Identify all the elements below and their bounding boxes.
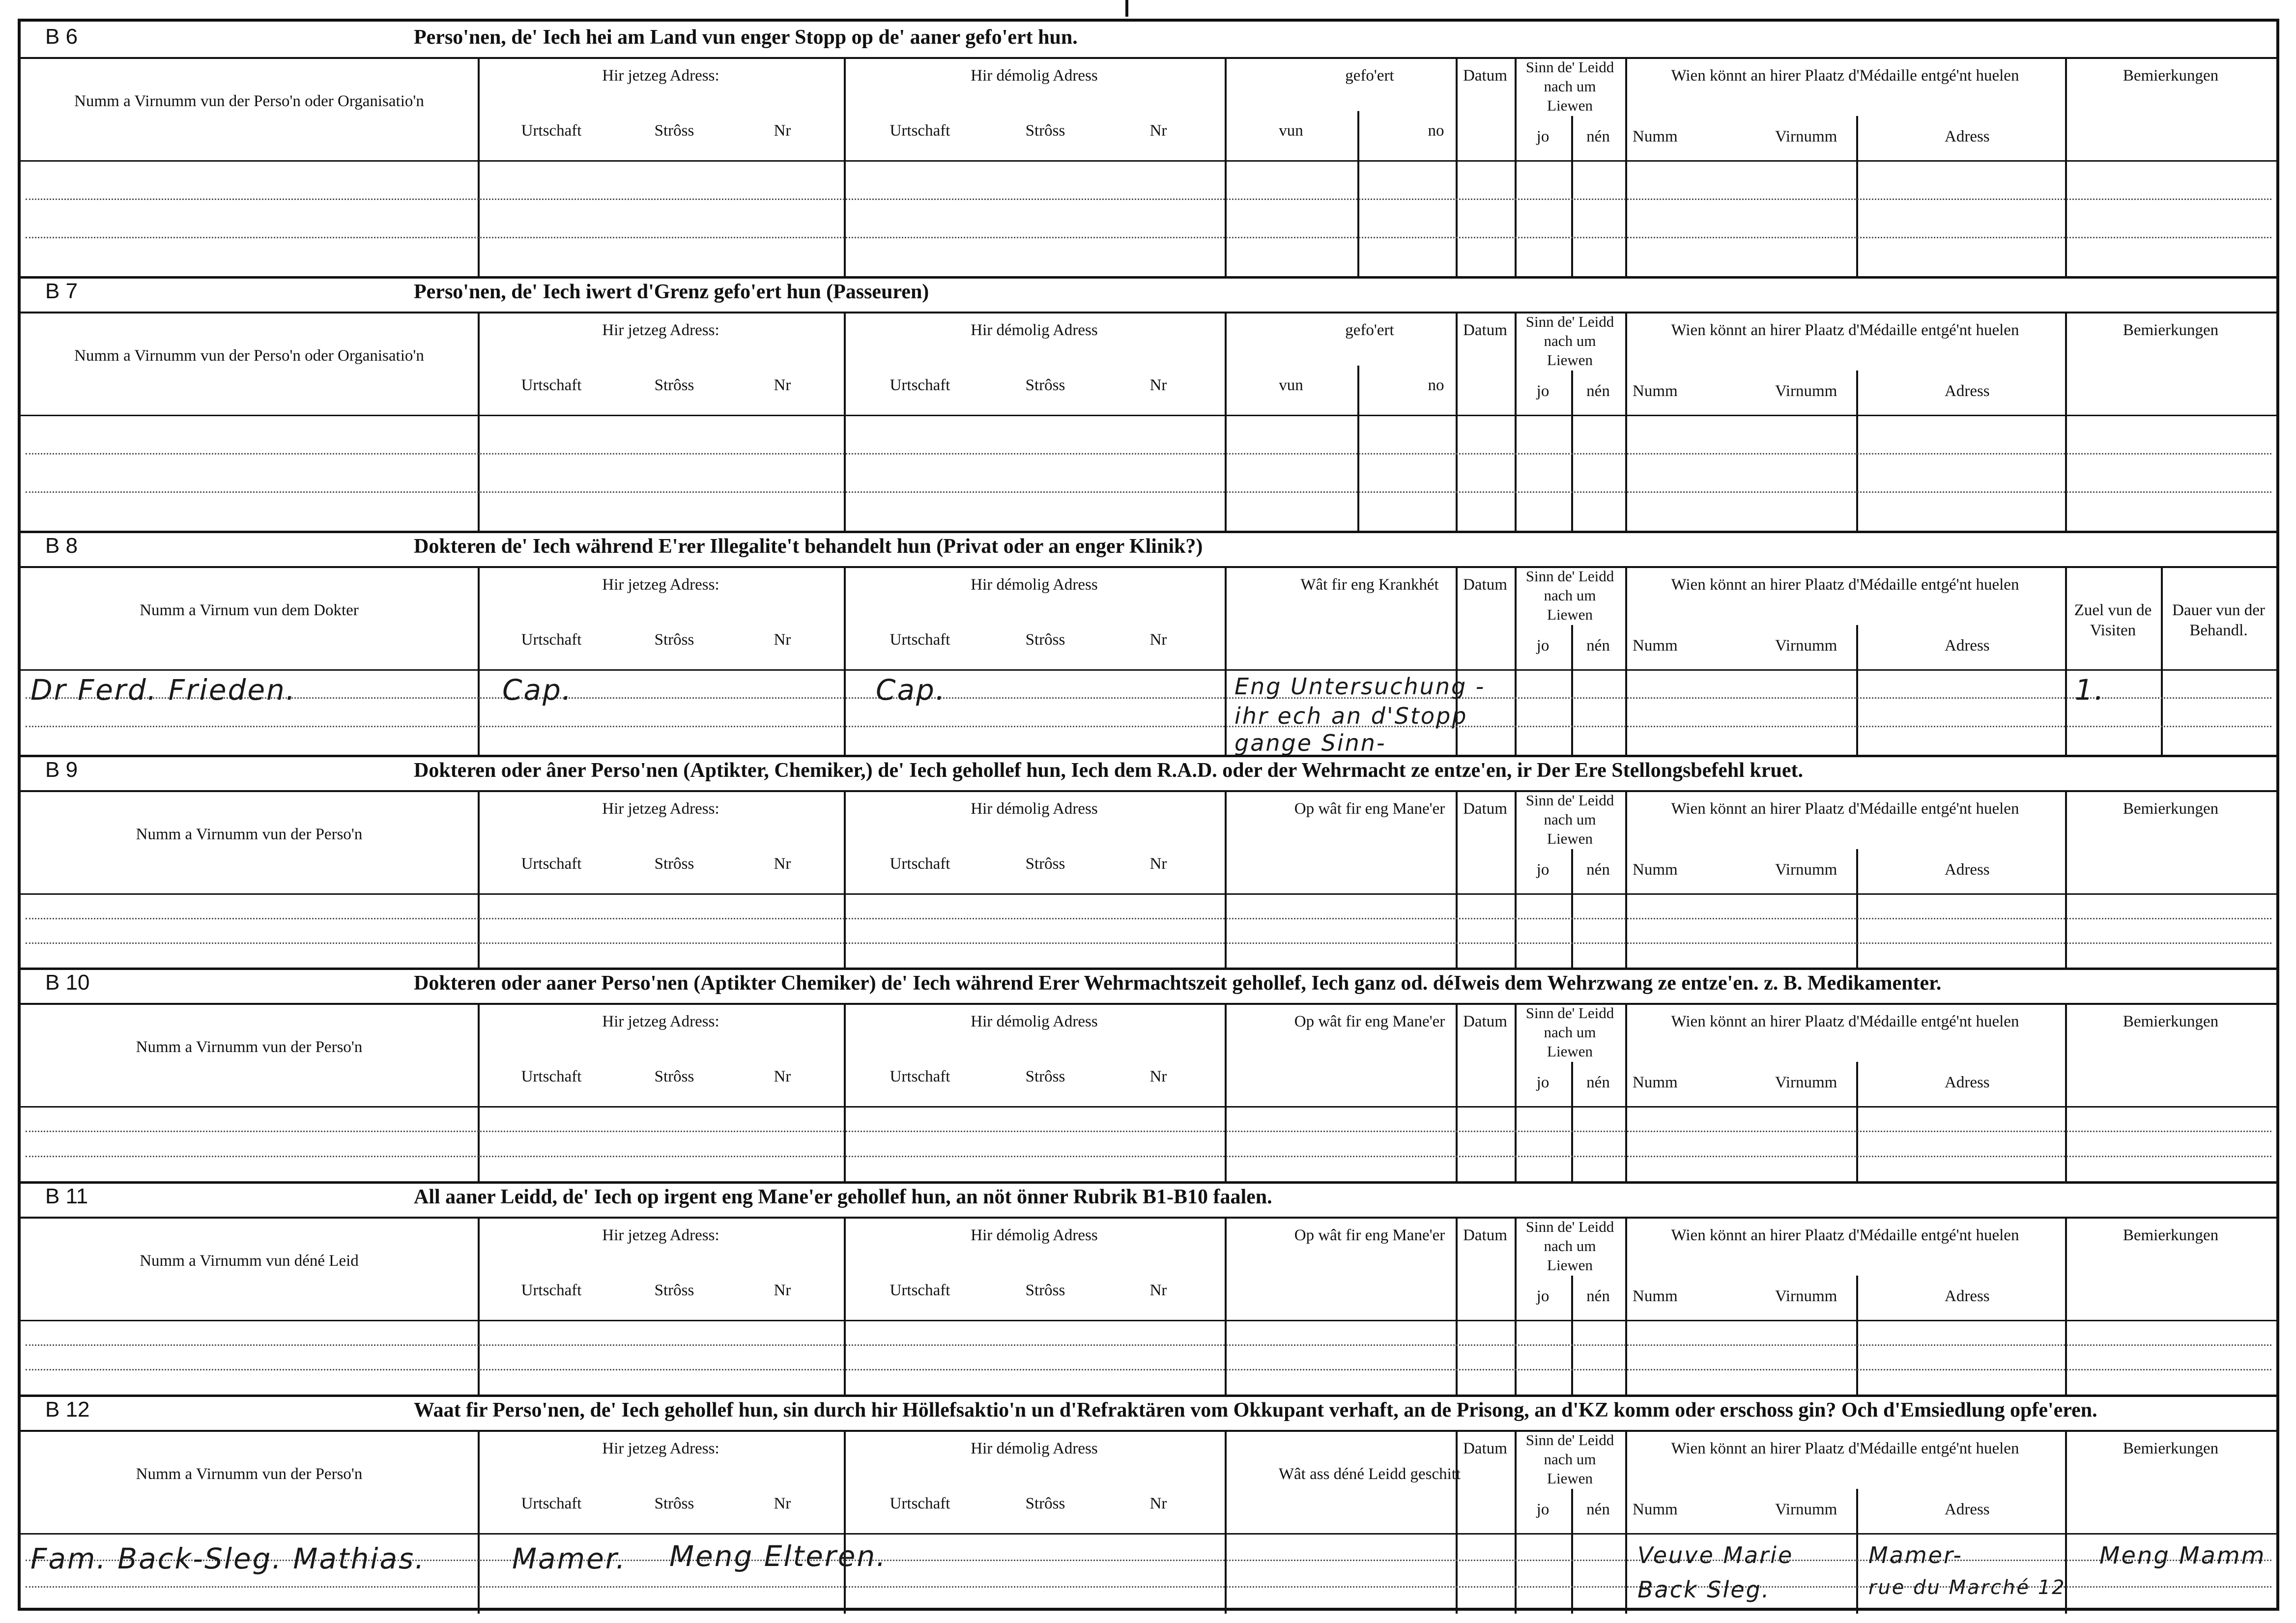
handwritten-illness-line-1: Eng Untersuchung - [1234, 673, 1486, 700]
header-body-divider [21, 669, 2276, 671]
name-column-header: Numm a Virnumm vun déné Leid [140, 1252, 359, 1270]
section-title: Perso'nen, de' Iech iwert d'Grenz gefo'ert hun (Passeuren) [414, 281, 929, 303]
section-title-row [21, 531, 2276, 568]
street-subheader: Strôss [654, 1068, 694, 1085]
locality-subheader: Urtschaft [521, 376, 582, 394]
medal-address-divider [1856, 1489, 1858, 1614]
date-header: Datum [1463, 1226, 1507, 1244]
medal-address-divider [1856, 116, 1858, 276]
name-column-header: Numm a Virnum vun dem Dokter [140, 601, 359, 619]
street-subheader: Strôss [1025, 1281, 1065, 1299]
handwritten-recipient-address: rue du Marché 12 [1868, 1576, 2066, 1599]
surname-subheader: Numm [1633, 1287, 1678, 1305]
alive-header: Sinn de' Leidd nach um Liewen [1525, 58, 1614, 114]
header-body-divider [21, 160, 2276, 162]
column-rule [844, 57, 846, 276]
section-b9 [21, 755, 2276, 970]
locality-subheader: Urtschaft [890, 122, 950, 140]
street-subheader: Strôss [654, 1495, 694, 1512]
yes-subheader: jo [1536, 382, 1550, 400]
section-title: Perso'nen, de' Iech hei am Land vun enger Stopp op de' aaner gefo'ert hun. [414, 26, 1078, 49]
address-subheader: Adress [1945, 1501, 1990, 1518]
street-subheader: Strôss [654, 122, 694, 140]
yes-subheader: jo [1536, 1074, 1550, 1091]
to-subheader: no [1428, 376, 1444, 394]
remarks-header: Bemierkungen [2123, 1226, 2219, 1244]
section-b10 [21, 968, 2276, 1184]
remarks-header: Bemierkungen [2123, 67, 2219, 85]
remarks-header: Bemierkungen [2123, 1440, 2219, 1457]
no-subheader: nén [1586, 1287, 1610, 1305]
no-subheader: nén [1586, 861, 1610, 879]
surname-subheader: Numm [1633, 861, 1678, 879]
handwritten-recipient-surname-2: Back Sleg. [1637, 1576, 1771, 1603]
medal-recipient-header: Wien könnt an hirer Plaatz d'Médaille entgé'nt huelen [1671, 67, 2019, 85]
date-header: Datum [1463, 1440, 1507, 1457]
dotted-writing-line [26, 726, 2271, 727]
medal-address-divider [1856, 625, 1858, 755]
alive-header: Sinn de' Leidd nach um Liewen [1525, 1004, 1614, 1060]
street-subheader: Strôss [1025, 631, 1065, 649]
locality-subheader: Urtschaft [521, 1495, 582, 1512]
handwritten-person-name: Fam. Back-Sleg. Mathias. [30, 1542, 426, 1575]
medal-recipient-header: Wien könnt an hirer Plaatz d'Médaille entgé'nt huelen [1671, 1440, 2019, 1457]
column-rule [1625, 790, 1627, 968]
number-subheader: Nr [774, 1495, 791, 1512]
section-code: B 10 [45, 970, 90, 995]
number-subheader: Nr [774, 631, 791, 649]
name-column-header: Numm a Virnumm vun der Perso'n [136, 1465, 363, 1483]
address-subheader: Adress [1945, 861, 1990, 879]
section-title: Waat fir Perso'nen, de' Iech gehollef hun, sin durch hir Höllefsaktio'n un d'Refraktären vom Okkupant verhaft, an de Prisong, an d'KZ komm oder erschoss gin? Och d'Emsiedlung opfe'eren. [414, 1399, 2097, 1422]
section-title-row [21, 968, 2276, 1005]
medal-address-divider [1856, 849, 1858, 968]
name-column-header: Numm a Virnumm vun der Perso'n oder Organisatio'n [74, 347, 424, 365]
middle-column-header: Op wât fir eng Mane'er [1294, 1226, 1445, 1244]
street-subheader: Strôss [1025, 376, 1065, 394]
current-address-header: Hir jetzeg Adress: [602, 1226, 719, 1244]
locality-subheader: Urtschaft [890, 1068, 950, 1085]
current-address-header: Hir jetzeg Adress: [602, 67, 719, 85]
no-subheader: nén [1586, 382, 1610, 400]
date-header: Datum [1463, 67, 1507, 85]
street-subheader: Strôss [1025, 1068, 1065, 1085]
former-address-header: Hir démolig Adress [971, 67, 1098, 85]
street-subheader: Strôss [654, 376, 694, 394]
number-subheader: Nr [774, 376, 791, 394]
to-subheader: no [1428, 122, 1444, 140]
section-b11 [21, 1181, 2276, 1397]
medal-address-divider [1856, 370, 1858, 531]
dotted-writing-line [26, 199, 2271, 200]
column-rule [1625, 1003, 1627, 1181]
header-body-divider [21, 1533, 2276, 1535]
column-rule [478, 312, 480, 531]
current-address-header: Hir jetzeg Adress: [602, 576, 719, 594]
yes-subheader: jo [1536, 128, 1550, 145]
dotted-writing-line [26, 1131, 2271, 1132]
remarks-header: Bemierkungen [2123, 800, 2219, 818]
column-rule [1225, 312, 1227, 531]
section-title: Dokteren oder âner Perso'nen (Aptikter, Chemiker,) de' Iech gehollef hun, Iech dem R.A.D. oder der Wehrmacht ze entze'en, ir Der Ere Stellongsbefehl kruet. [414, 759, 1803, 782]
dotted-writing-line [26, 918, 2271, 919]
medal-recipient-header: Wien könnt an hirer Plaatz d'Médaille entgé'nt huelen [1671, 800, 2019, 818]
number-subheader: Nr [1149, 855, 1167, 873]
section-title-row [21, 1395, 2276, 1432]
number-subheader: Nr [1149, 376, 1167, 394]
firstname-subheader: Virnumm [1775, 1074, 1837, 1091]
header-body-divider [21, 1106, 2276, 1108]
surname-subheader: Numm [1633, 128, 1678, 145]
date-header: Datum [1463, 800, 1507, 818]
column-rule [1515, 57, 1517, 276]
number-subheader: Nr [774, 855, 791, 873]
middle-column-header: Op wât fir eng Mane'er [1294, 1013, 1445, 1030]
from-subheader: vun [1279, 376, 1303, 394]
section-code: B 8 [45, 534, 78, 558]
column-rule [1625, 57, 1627, 276]
dotted-writing-line [26, 491, 2271, 493]
surname-subheader: Numm [1633, 1501, 1678, 1518]
handwritten-former-address: Cap. [876, 673, 947, 707]
firstname-subheader: Virnumm [1775, 1287, 1837, 1305]
firstname-subheader: Virnumm [1775, 382, 1837, 400]
section-title-row [21, 22, 2276, 59]
name-column-header: Numm a Virnumm vun der Perso'n [136, 826, 363, 843]
dotted-writing-line [26, 453, 2271, 455]
handwritten-recipient-firstname: Mamer- [1868, 1542, 1963, 1568]
number-subheader: Nr [1149, 631, 1167, 649]
dotted-writing-line [26, 237, 2271, 238]
former-address-header: Hir démolig Adress [971, 576, 1098, 594]
handwritten-current-address: Cap. [502, 673, 573, 707]
column-rule [2065, 312, 2067, 531]
alive-header: Sinn de' Leidd nach um Liewen [1525, 568, 1614, 623]
column-rule [1456, 57, 1458, 276]
current-address-header: Hir jetzeg Adress: [602, 1013, 719, 1030]
medal-recipient-header: Wien könnt an hirer Plaatz d'Médaille entgé'nt huelen [1671, 1013, 2019, 1030]
column-rule [1625, 1217, 1627, 1395]
former-address-header: Hir démolig Adress [971, 1226, 1098, 1244]
dotted-writing-line [26, 1369, 2271, 1370]
section-code: B 9 [45, 758, 78, 782]
handwritten-former-address: Meng Elteren. [669, 1539, 887, 1573]
section-b8 [21, 531, 2276, 757]
street-subheader: Strôss [654, 631, 694, 649]
transport-header: gefo'ert [1345, 67, 1394, 85]
from-subheader: vun [1279, 122, 1303, 140]
locality-subheader: Urtschaft [890, 631, 950, 649]
no-subheader: nén [1586, 637, 1610, 655]
section-code: B 11 [45, 1184, 88, 1208]
street-subheader: Strôss [1025, 1495, 1065, 1512]
street-subheader: Strôss [1025, 855, 1065, 873]
number-subheader: Nr [774, 1068, 791, 1085]
locality-subheader: Urtschaft [521, 631, 582, 649]
address-subheader: Adress [1945, 382, 1990, 400]
no-subheader: nén [1586, 1074, 1610, 1091]
number-subheader: Nr [1149, 1281, 1167, 1299]
name-column-header: Numm a Virnumm vun der Perso'n [136, 1038, 363, 1056]
firstname-subheader: Virnumm [1775, 861, 1837, 879]
section-code: B 12 [45, 1397, 90, 1422]
dotted-writing-line [26, 697, 2271, 699]
handwritten-illness-line-3: gange Sinn- [1234, 730, 1386, 756]
yes-subheader: jo [1536, 1287, 1550, 1305]
number-subheader: Nr [774, 122, 791, 140]
former-address-header: Hir démolig Adress [971, 800, 1098, 818]
surname-subheader: Numm [1633, 1074, 1678, 1091]
section-b7 [21, 276, 2276, 533]
number-subheader: Nr [1149, 122, 1167, 140]
street-subheader: Strôss [654, 1281, 694, 1299]
section-code: B 7 [45, 279, 78, 303]
date-header: Datum [1463, 576, 1507, 594]
header-body-divider [21, 1320, 2276, 1321]
section-b6 [21, 22, 2276, 279]
firstname-subheader: Virnumm [1775, 637, 1837, 655]
questionnaire-form [18, 19, 2279, 1611]
surname-subheader: Numm [1633, 382, 1678, 400]
former-address-header: Hir démolig Adress [971, 1013, 1098, 1030]
column-rule [1515, 312, 1517, 531]
current-address-header: Hir jetzeg Adress: [602, 800, 719, 818]
address-subheader: Adress [1945, 1287, 1990, 1305]
date-header: Datum [1463, 1013, 1507, 1030]
remarks-header: Bemierkungen [2123, 1013, 2219, 1030]
medal-recipient-header: Wien könnt an hirer Plaatz d'Médaille entgé'nt huelen [1671, 1226, 2019, 1244]
medal-recipient-header: Wien könnt an hirer Plaatz d'Médaille entgé'nt huelen [1671, 576, 2019, 594]
section-title-row [21, 755, 2276, 792]
surname-subheader: Numm [1633, 637, 1678, 655]
street-subheader: Strôss [1025, 122, 1065, 140]
header-body-divider [21, 893, 2276, 895]
street-subheader: Strôss [654, 855, 694, 873]
alive-header: Sinn de' Leidd nach um Liewen [1525, 792, 1614, 847]
handwritten-doctor-name: Dr Ferd. Frieden. [30, 673, 297, 707]
locality-subheader: Urtschaft [521, 855, 582, 873]
date-header: Datum [1463, 321, 1507, 339]
former-address-header: Hir démolig Adress [971, 1440, 1098, 1457]
locality-subheader: Urtschaft [890, 376, 950, 394]
section-title-row [21, 1181, 2276, 1219]
locality-subheader: Urtschaft [890, 1495, 950, 1512]
column-rule [844, 312, 846, 531]
duration-header: Dauer vun der Behandl. [2172, 601, 2265, 640]
section-code: B 6 [45, 25, 78, 49]
alive-header: Sinn de' Leidd nach um Liewen [1525, 313, 1614, 369]
alive-header: Sinn de' Leidd nach um Liewen [1525, 1218, 1614, 1274]
medal-recipient-header: Wien könnt an hirer Plaatz d'Médaille entgé'nt huelen [1671, 321, 2019, 339]
firstname-subheader: Virnumm [1775, 128, 1837, 145]
middle-column-header: Wât fir eng Krankhét [1300, 576, 1439, 594]
address-subheader: Adress [1945, 637, 1990, 655]
handwritten-recipient-surname: Veuve Marie [1637, 1542, 1794, 1568]
locality-subheader: Urtschaft [521, 122, 582, 140]
header-body-divider [21, 415, 2276, 416]
former-address-header: Hir démolig Adress [971, 321, 1098, 339]
number-subheader: Nr [774, 1281, 791, 1299]
section-title: Dokteren de' Iech während E'rer Illegalite't behandelt hun (Privat oder an enger Klinik?) [414, 535, 1203, 558]
what-happened-header: Wât ass déné Leidd geschitt [1278, 1465, 1461, 1483]
locality-subheader: Urtschaft [890, 1281, 950, 1299]
middle-column-header: Op wât fir eng Mane'er [1294, 800, 1445, 818]
section-title: All aaner Leidd, de' Iech op irgent eng Mane'er gehollef hun, an nöt önner Rubrik B1-B10 faalen. [414, 1186, 1272, 1208]
name-column-header: Numm a Virnumm vun der Perso'n oder Organisatio'n [74, 92, 424, 110]
column-rule [478, 57, 480, 276]
firstname-subheader: Virnumm [1775, 1501, 1837, 1518]
column-rule [1456, 312, 1458, 531]
current-address-header: Hir jetzeg Adress: [602, 1440, 719, 1457]
alive-header: Sinn de' Leidd nach um Liewen [1525, 1431, 1614, 1487]
no-subheader: nén [1586, 128, 1610, 145]
handwritten-visit-count: 1. [2075, 673, 2105, 707]
handwritten-remark: Meng Mamm [2099, 1542, 2266, 1569]
number-subheader: Nr [1149, 1495, 1167, 1512]
remarks-header: Bemierkungen [2123, 321, 2219, 339]
column-rule [2065, 57, 2067, 276]
locality-subheader: Urtschaft [890, 855, 950, 873]
yes-subheader: jo [1536, 637, 1550, 655]
yes-subheader: jo [1536, 1501, 1550, 1518]
visits-header: Zuel vun de Visiten [2074, 601, 2152, 640]
medal-address-divider [1856, 1062, 1858, 1181]
no-subheader: nén [1586, 1501, 1610, 1518]
dotted-writing-line [26, 942, 2271, 944]
handwritten-illness-line-2: ihr ech an d'Stopp [1234, 703, 1468, 729]
transport-header: gefo'ert [1345, 321, 1394, 339]
top-tick-mark [1125, 0, 1128, 17]
locality-subheader: Urtschaft [521, 1281, 582, 1299]
yes-subheader: jo [1536, 861, 1550, 879]
section-title: Dokteren oder aaner Perso'nen (Aptikter Chemiker) de' Iech während Erer Wehrmachtszeit gehollef, Iech ganz od. déIweis dem Wehrzwang ze entze'en. z. B. Medikamenter. [414, 972, 1942, 995]
handwritten-current-address: Mamer. [512, 1542, 627, 1575]
column-rule [1625, 312, 1627, 531]
medal-address-divider [1856, 1276, 1858, 1395]
number-subheader: Nr [1149, 1068, 1167, 1085]
current-address-header: Hir jetzeg Adress: [602, 321, 719, 339]
address-subheader: Adress [1945, 1074, 1990, 1091]
section-title-row [21, 276, 2276, 313]
locality-subheader: Urtschaft [521, 1068, 582, 1085]
column-rule [1225, 57, 1227, 276]
dotted-writing-line [26, 1344, 2271, 1346]
address-subheader: Adress [1945, 128, 1990, 145]
dotted-writing-line [26, 1156, 2271, 1157]
